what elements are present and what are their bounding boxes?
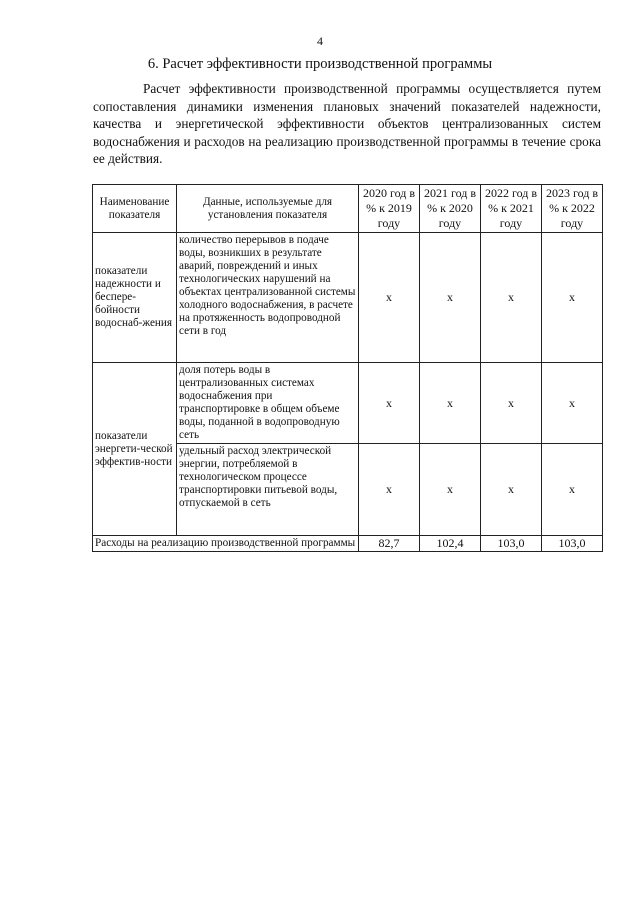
cell-value: х — [542, 363, 603, 444]
intro-paragraph: Расчет эффективности производственной программы осуществляется путем сопоставления динамики изменения плановых значений показателей надежности, качества и энергетической эффективности объектов централизованных систем водоснабжения и расходов на реализацию производственной программы в течение срока ее действия. — [93, 81, 601, 166]
header-name: Наименование показателя — [93, 185, 177, 233]
category-energy: показатели энергети-ческой эффектив-ности — [93, 363, 177, 536]
cell-value: х — [420, 363, 481, 444]
efficiency-table — [92, 184, 603, 552]
header-year-2023: 2023 год в % к 2022 году — [542, 185, 603, 233]
cell-value: х — [542, 444, 603, 536]
total-value: 102,4 — [420, 536, 481, 552]
category-reliability: показатели надежности и беспере-бойности водоснаб-жения — [93, 233, 177, 363]
cell-value: х — [359, 444, 420, 536]
cell-value: х — [481, 444, 542, 536]
header-year-2021: 2021 год в % к 2020 году — [420, 185, 481, 233]
total-value: 103,0 — [542, 536, 603, 552]
table-header-row — [93, 185, 603, 233]
table-row — [93, 233, 603, 363]
page-number: 4 — [317, 34, 323, 48]
cell-value: х — [542, 233, 603, 363]
row-description: доля потерь воды в централизованных системах водоснабжения при транспортировке в общем объеме воды, поданной в водопроводную сеть — [177, 363, 359, 444]
table-row — [93, 363, 603, 444]
total-value: 103,0 — [481, 536, 542, 552]
cell-value: х — [359, 363, 420, 444]
total-value: 82,7 — [359, 536, 420, 552]
row-description: количество перерывов в подаче воды, возникших в результате аварий, повреждений и иных технологических нарушений на объектах централизованной системы холодного водоснабжения, в расчете на протяженность водопроводной сети в год — [177, 233, 359, 363]
cell-value: х — [481, 363, 542, 444]
header-year-2020: 2020 год в % к 2019 году — [359, 185, 420, 233]
row-description: удельный расход электрической энергии, потребляемой в технологическом процессе транспортировки питьевой воды, отпускаемой в сеть — [177, 444, 359, 536]
cell-value: х — [420, 233, 481, 363]
cell-value: х — [359, 233, 420, 363]
section-heading: 6. Расчет эффективности производственной программы — [147, 56, 493, 72]
total-row — [93, 536, 603, 552]
cell-value: х — [481, 233, 542, 363]
cell-value: х — [420, 444, 481, 536]
total-label: Расходы на реализацию производственной программы — [93, 536, 359, 552]
header-year-2022: 2022 год в % к 2021 году — [481, 185, 542, 233]
header-data: Данные, используемые для установления показателя — [177, 185, 359, 233]
